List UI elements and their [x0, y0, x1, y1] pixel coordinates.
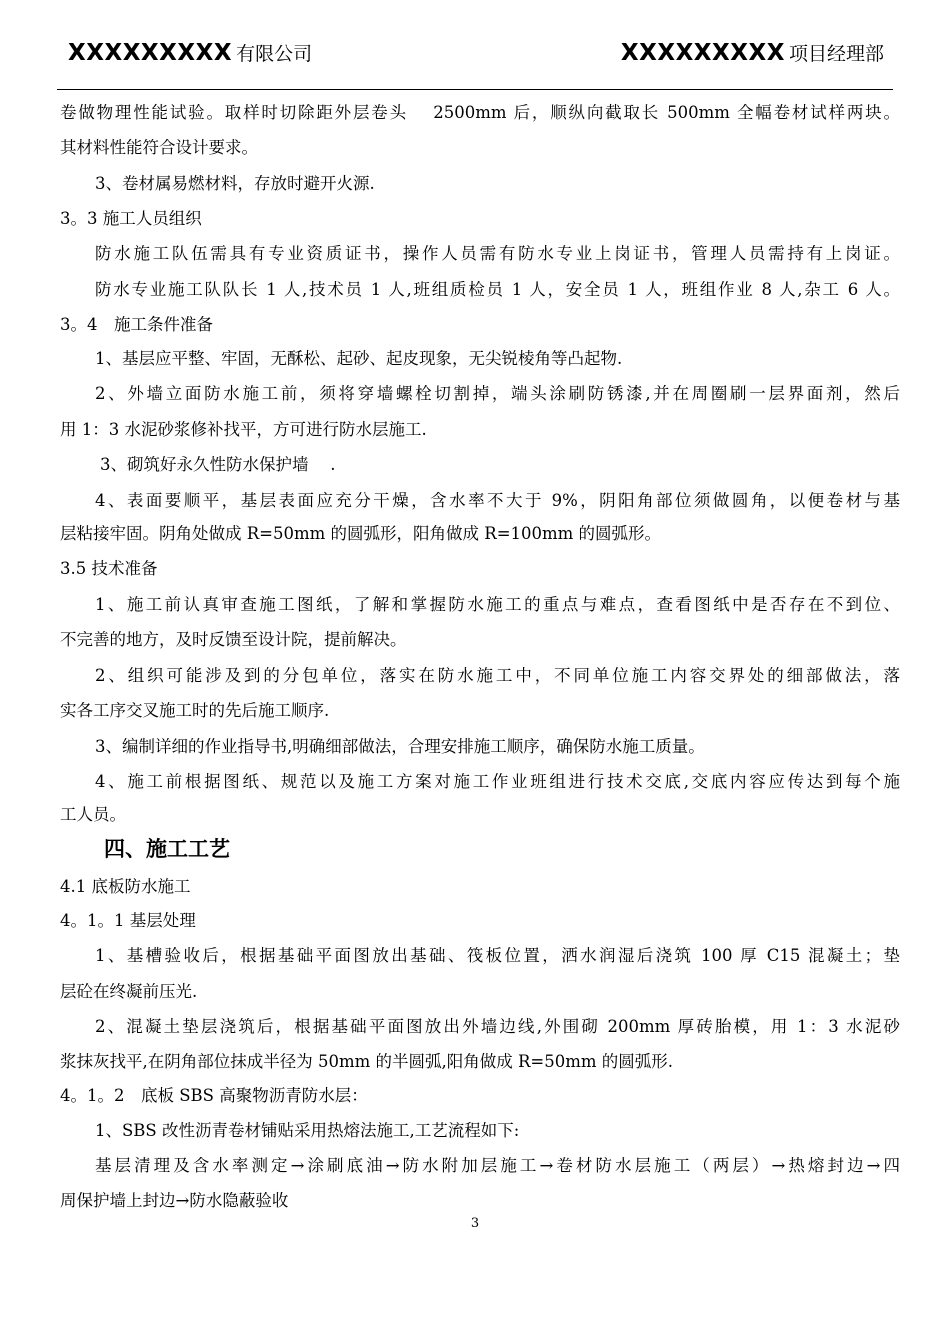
section-heading: 3.5 技术准备 [60, 559, 158, 578]
text-line: 浆抹灰找平,在阴角部位抹成半径为 50mm 的半圆弧,阳角做成 R=50mm 的圆弧形. [60, 1052, 674, 1071]
page-number: 3 [470, 1216, 480, 1231]
text-line: 不完善的地方，及时反馈至设计院，提前解决。 [60, 630, 407, 649]
section-heading: 4。1。1 基层处理 [60, 911, 196, 930]
text-line: 1、SBS 改性沥青卷材铺贴采用热熔法施工,工艺流程如下: [95, 1121, 520, 1140]
text-line: 1、基层应平整、牢固，无酥松、起砂、起皮现象，无尖锐棱角等凸起物. [95, 349, 623, 368]
text-line: 1、施工前认真审查施工图纸，了解和掌握防水施工的重点与难点，查看图纸中是否存在不到位、 [95, 595, 900, 614]
section-heading: 3。3 施工人员组织 [60, 209, 202, 228]
text-line: 2、组织可能涉及到的分包单位，落实在防水施工中，不同单位施工内容交界处的细部做法，落 [95, 666, 900, 685]
text-line: 基层清理及含水率测定→涂刷底油→防水附加层施工→卷材防水层施工（两层）→热熔封边→四 [95, 1156, 900, 1175]
header-department [621, 36, 884, 70]
text-line: 4、表面要顺平，基层表面应充分干燥，含水率不大于 9%，阴阳角部位须做圆角，以便卷材与基 [95, 491, 900, 510]
text-line: 层粘接牢固。阴角处做成 R=50mm 的圆弧形，阳角做成 R=100mm 的圆弧形。 [60, 524, 662, 543]
text-line: 周保护墙上封边→防水隐蔽验收 [60, 1191, 289, 1210]
text-line: 其材料性能符合设计要求。 [60, 138, 258, 157]
section-heading: 3。4 施工条件准备 [60, 315, 213, 334]
header-department-mark: XXXXXXXXX [620, 40, 785, 66]
header-company [68, 36, 312, 70]
text-line: 3、卷材属易燃材料，存放时避开火源. [95, 174, 375, 193]
text-line: 2、外墙立面防水施工前，须将穿墙螺栓切割掉，端头涂刷防锈漆,并在周圈刷一层界面剂，然后 [95, 384, 900, 403]
text-line: 4、施工前根据图纸、规范以及施工方案对施工作业班组进行技术交底,交底内容应传达到每个施 [95, 772, 900, 791]
text-line: 2、混凝土垫层浇筑后，根据基础平面图放出外墙边线,外围砌 200mm 厚砖胎模，用 1：3 水泥砂 [95, 1017, 900, 1036]
text-line: 卷做物理性能试验。取样时切除距外层卷头 2500mm 后，顺纵向截取长 500mm 全幅卷材试样两块。 [60, 103, 900, 122]
section-heading: 4。1。2 底板 SBS 高聚物沥青防水层： [60, 1086, 368, 1105]
header-company-text: 有限公司 [236, 43, 313, 65]
text-line: 3、砌筑好永久性防水保护墙 . [100, 455, 336, 474]
text-line: 层砼在终凝前压光. [60, 982, 198, 1001]
chapter-heading: 四、施工工艺 [104, 837, 230, 861]
text-line: 防水施工队伍需具有专业资质证书，操作人员需有防水专业上岗证书，管理人员需持有上岗证。 [95, 244, 900, 263]
text-line: 用 1：3 水泥砂浆修补找平，方可进行防水层施工. [60, 420, 427, 439]
text-line: 工人员。 [60, 805, 126, 824]
text-line: 1、基槽验收后，根据基础平面图放出基础、筏板位置，洒水润湿后浇筑 100 厚 C15 混凝土；垫 [95, 946, 900, 965]
header-rule [57, 89, 893, 90]
text-line: 实各工序交叉施工时的先后施工顺序. [60, 701, 330, 720]
text-line: 防水专业施工队队长 1 人,技术员 1 人,班组质检员 1 人，安全员 1 人，班组作业 8 人,杂工 6 人。 [95, 280, 900, 299]
section-heading: 4.1 底板防水施工 [60, 877, 191, 896]
header-department-text: 项目经理部 [788, 43, 884, 65]
text-line: 3、编制详细的作业指导书,明确细部做法，合理安排施工顺序，确保防水施工质量。 [95, 737, 705, 756]
header-company-mark: XXXXXXXXX [68, 40, 233, 66]
